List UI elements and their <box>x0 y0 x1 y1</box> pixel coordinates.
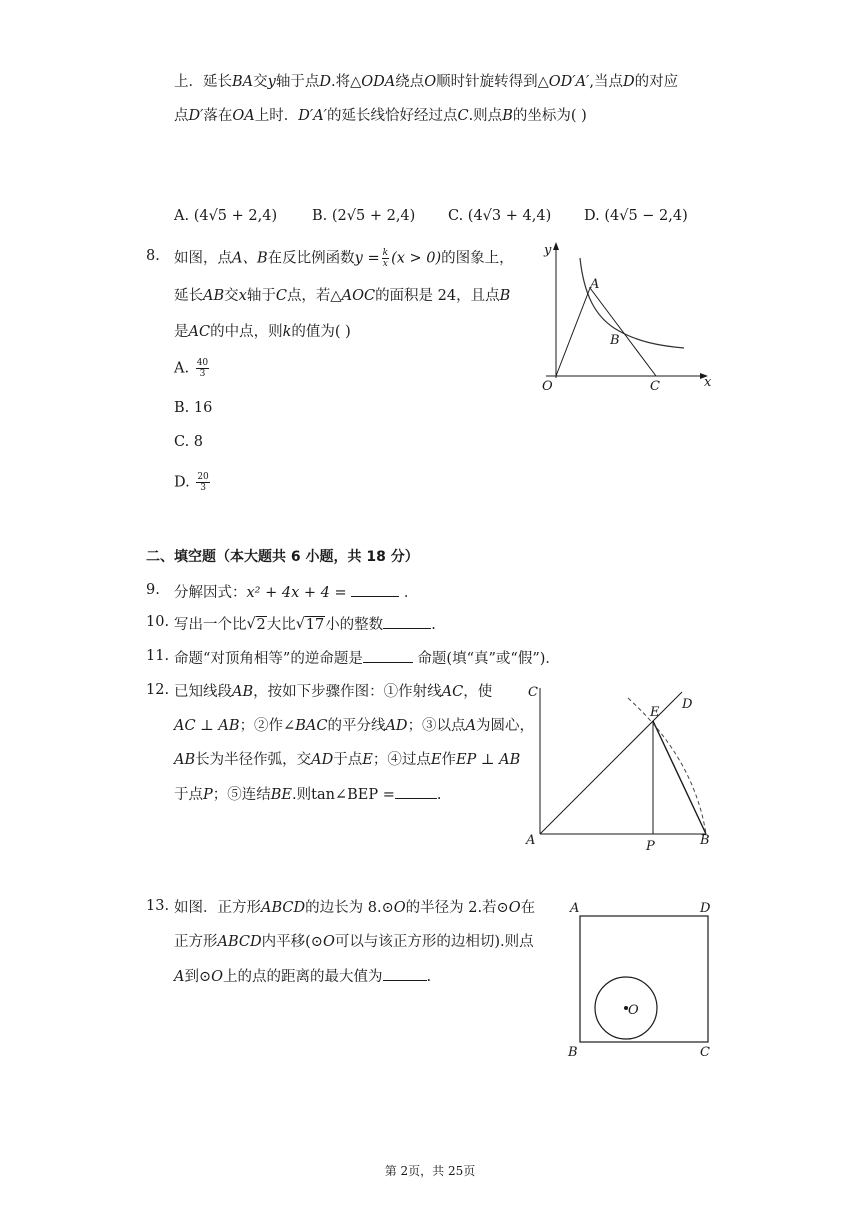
q12-segment-be <box>653 721 706 834</box>
q13-line-2: 正方形ABCD内平移(⊙O可以与该正方形的边相切).则点 <box>174 934 534 950</box>
q10-answer-blank[interactable] <box>383 614 431 629</box>
q9-answer-blank[interactable] <box>351 582 399 597</box>
q8-label-x: x <box>704 375 712 390</box>
q8-figure <box>526 236 716 396</box>
q12-label-d: D <box>682 697 693 712</box>
q8-option-b[interactable]: B. 16 <box>174 400 213 416</box>
q12-label-a: A <box>526 833 536 848</box>
page-footer: 第 2页，共 25页 <box>384 1164 476 1178</box>
q13-label-b: B <box>568 1045 578 1060</box>
q7-option-a[interactable]: A. (4√5 + 2,4) <box>174 208 278 224</box>
q8-label-a: A <box>590 277 600 292</box>
q13-answer-blank[interactable] <box>383 966 427 981</box>
q13-label-a: A <box>570 901 580 916</box>
q8-label-o: O <box>542 379 553 394</box>
q7-line-2: 点D′落在OA上时．D′A′的延长线恰好经过点C.则点B的坐标为( ) <box>174 108 587 124</box>
q13-number: 13. <box>146 898 170 914</box>
q10-text: 写出一个比√ 2大比√ 17小的整数 . <box>174 614 436 635</box>
q11-text: 命题“对顶角相等”的逆命题是 命题(填“真”或“假”)． <box>174 648 560 669</box>
q9-number: 9. <box>146 582 160 598</box>
q12-label-e: E <box>650 705 660 720</box>
q8-line-2: 延长AB交x轴于C点，若△AOC的面积是 24，且点B <box>174 288 511 304</box>
q8-option-d[interactable]: D. $\frac{20}{3}$ <box>174 472 209 493</box>
q8-label-c: C <box>650 379 660 394</box>
q12-answer-blank[interactable] <box>395 784 437 799</box>
q12-line-4: 于点P；⑤连结BE.则tan∠BEP = . <box>174 784 441 805</box>
q7-option-b[interactable]: B. (2√5 + 2,4) <box>312 208 416 224</box>
q11-answer-blank[interactable] <box>363 648 413 663</box>
q8-option-c[interactable]: C. 8 <box>174 434 204 450</box>
q12-arc <box>628 698 706 834</box>
q13-line-1: 如图．正方形ABCD的边长为 8.⊙O的半径为 2.若⊙O在 <box>174 900 536 916</box>
q12-line-2: AC ⊥ AB；②作∠BAC的平分线AD；③以点A为圆心， <box>174 718 535 734</box>
q12-ray-ad <box>540 692 682 834</box>
q8-line-3: 是AC的中点，则k的值为( ) <box>174 324 351 340</box>
q12-label-b: B <box>700 833 710 848</box>
section-2-title: 二、填空题（本大题共 6 小题，共 18 分） <box>146 549 419 565</box>
q8-label-y: y <box>544 243 552 258</box>
q12-number: 12. <box>146 682 170 698</box>
q8-label-b: B <box>610 333 620 348</box>
q13-line-3: A到⊙O上的点的距离的最大值为 . <box>174 966 431 987</box>
q12-label-p: P <box>646 839 655 852</box>
q8-segment-oa <box>556 288 590 376</box>
q7-line-1: 上．延长BA交y轴于点D.将△ODA绕点O顺时针旋转得到△OD′A′,当点D的对应 <box>174 74 679 90</box>
q11-number: 11. <box>146 648 170 664</box>
q8-hyperbola <box>580 258 684 348</box>
q8-option-a[interactable]: A. $\frac{40}{3}$ <box>174 358 209 379</box>
q7-option-d[interactable]: D. (4√5 − 2,4) <box>584 208 688 224</box>
q9-text: 分解因式：x² + 4x + 4 = ． <box>174 582 418 603</box>
q8-line-1: 如图，点A、B在反比例函数y = $\frac{k}{x}$ (x > 0)的图象上， <box>174 248 514 269</box>
q10-number: 10. <box>146 614 170 630</box>
q8-y-arrow <box>553 242 559 250</box>
q13-label-o: O <box>628 1003 639 1018</box>
q12-figure <box>522 680 722 852</box>
q7-option-c[interactable]: C. (4√3 + 4,4) <box>448 208 552 224</box>
q13-label-d: D <box>700 901 711 916</box>
q12-line-1: 已知线段AB，按如下步骤作图：①作射线AC，使 <box>174 684 493 700</box>
q12-line-3: AB长为半径作弧，交AD于点E；④过点E作EP ⊥ AB <box>174 752 521 768</box>
q12-label-c: C <box>528 685 538 700</box>
q8-fraction-k-over-x: $\frac{k}{x}$ <box>382 248 389 269</box>
q8-segment-ac <box>590 288 656 376</box>
q13-label-c: C <box>700 1045 710 1060</box>
q8-number: 8. <box>146 248 160 264</box>
q13-figure <box>560 896 724 1062</box>
